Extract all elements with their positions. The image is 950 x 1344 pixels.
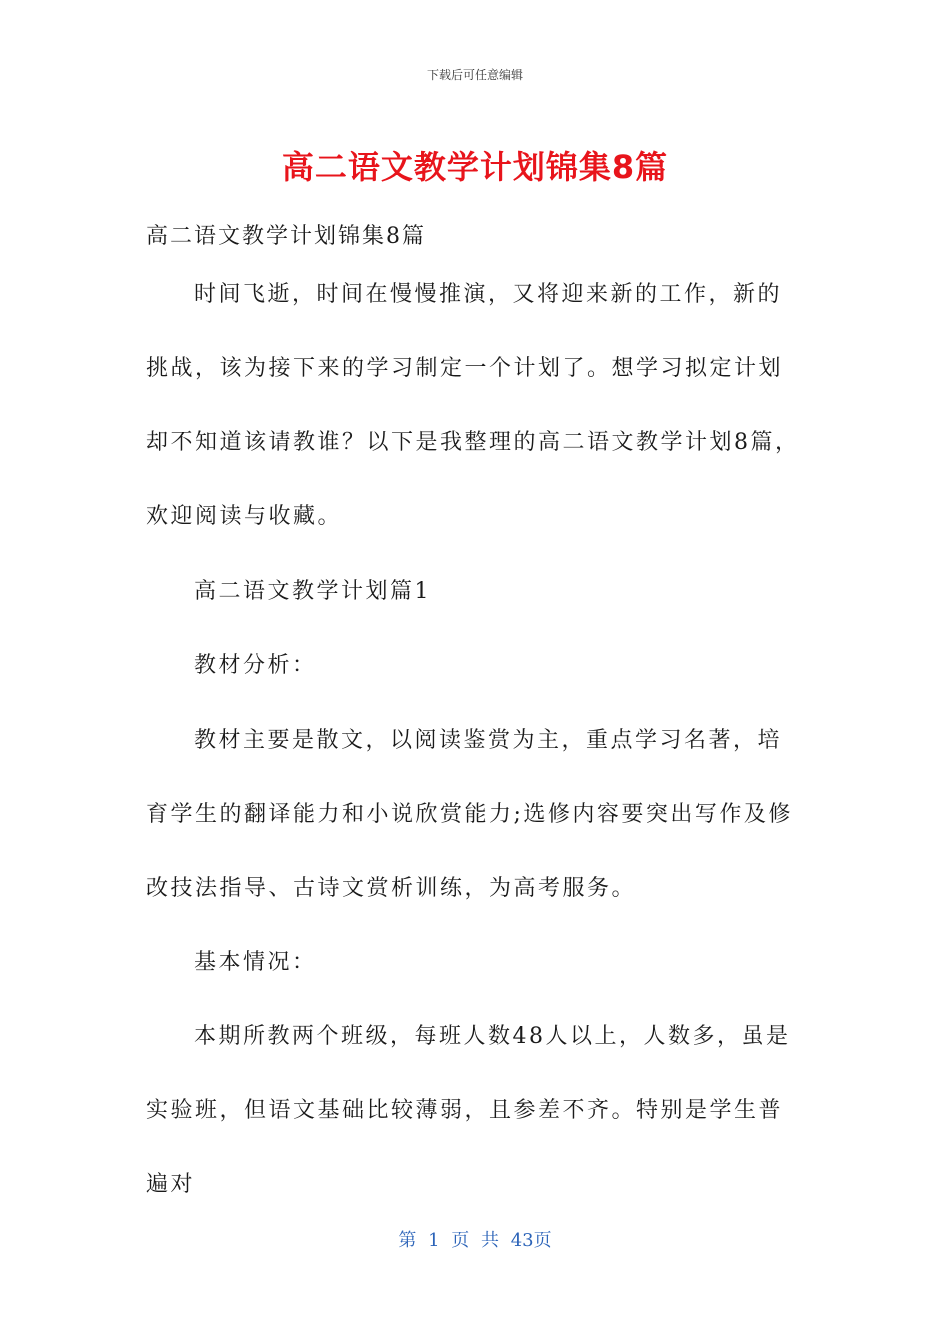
paragraph-label-material: 教材分析： (194, 653, 317, 678)
paragraph-material: 教材主要是散文，以阅读鉴赏为主，重点学习名著，培育学生的翻译能力和小说欣赏能力;选修内容要突出写作及修改技法指导、古诗文赏析训练，为高考服务。 (146, 728, 793, 901)
page-footer: 第 1 页 共 43页 (398, 1230, 552, 1251)
subtitle-line: 高二语文教学计划锦集8篇 (146, 224, 426, 249)
document-title: 高二语文教学计划锦集8篇 (281, 148, 669, 186)
paragraph-intro: 时间飞逝，时间在慢慢推演，又将迎来新的工作，新的挑战，该为接下来的学习制定一个计划了。想学习拟定计划却不知道该请教谁？以下是我整理的高二语文教学计划8篇，欢迎阅读与收藏。 (146, 282, 800, 529)
paragraph-situation: 本期所教两个班级，每班人数48人以上，人数多，虽是实验班，但语文基础比较薄弱，且参差不齐。特别是学生普遍对 (146, 1024, 791, 1197)
header-note: 下载后可任意编辑 (426, 68, 523, 82)
section-heading-1: 高二语文教学计划篇1 (194, 579, 431, 604)
paragraph-label-situation: 基本情况： (194, 950, 317, 975)
